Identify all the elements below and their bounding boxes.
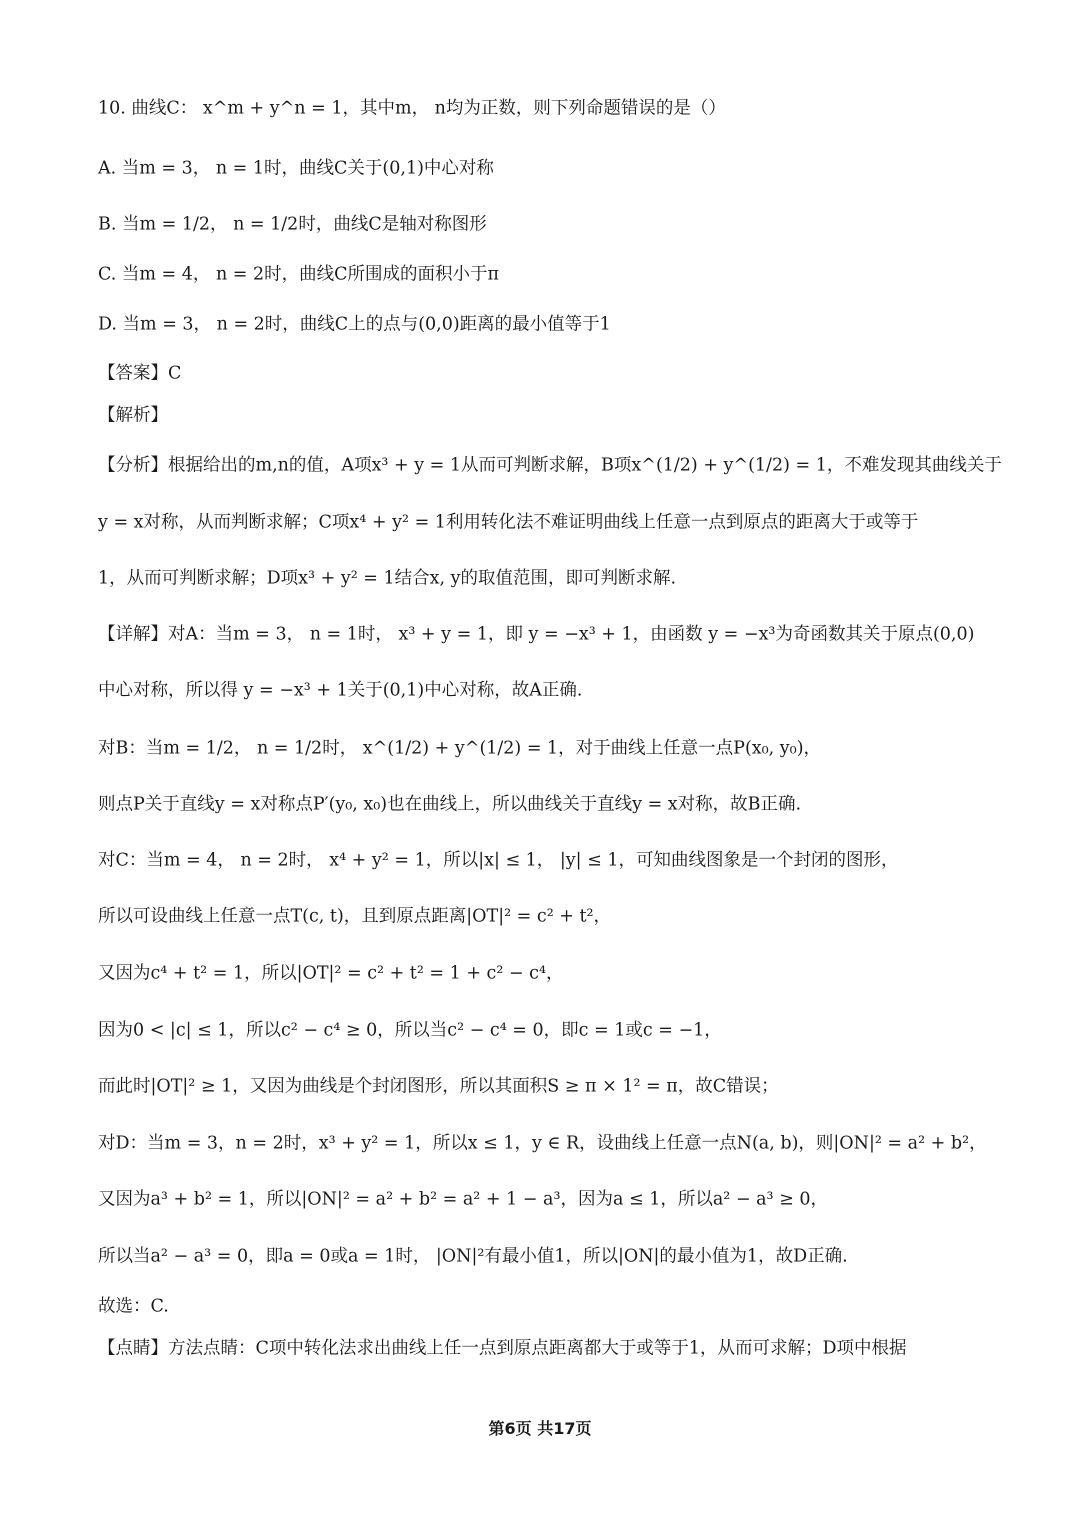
detail-line-7: 又因为c⁴ + t² = 1，所以|OT|² = c² + t² = 1 + c² − c⁴， <box>98 963 564 984</box>
detail-line-1: 【详解】对A：当m = 3， n = 1时， x³ + y = 1，即 y = −x³ + 1，由函数 y = −x³为奇函数其关于原点(0,0) <box>98 624 975 645</box>
detail-line-2: 中心对称，所以得 y = −x³ + 1关于(0,1)中心对称，故A正确. <box>98 680 583 701</box>
option-a: A. 当m = 3， n = 1时，曲线C关于(0,1)中心对称 <box>98 158 494 179</box>
option-c: C. 当m = 4， n = 2时，曲线C所围成的面积小于π <box>98 264 500 285</box>
analysis-line-3: 1，从而可判断求解；D项x³ + y² = 1结合x, y的取值范围，即可判断求解. <box>98 568 677 589</box>
detail-line-5: 对C：当m = 4， n = 2时， x⁴ + y² = 1，所以|x| ≤ 1， |y| ≤ 1，可知曲线图象是一个封闭的图形， <box>98 850 899 871</box>
detail-line-3: 对B：当m = 1/2， n = 1/2时， x^(1/2) + y^(1/2) = 1，对于曲线上任意一点P(x₀, y₀)， <box>98 738 822 759</box>
detail-line-6: 所以可设曲线上任意一点T(c, t)，且到原点距离|OT|² = c² + t²， <box>98 906 612 927</box>
detail-line-13: 故选：C. <box>98 1296 169 1317</box>
option-b: B. 当m = 1/2， n = 1/2时，曲线C是轴对称图形 <box>98 214 487 235</box>
detail-line-10: 对D：当m = 3，n = 2时，x³ + y² = 1，所以x ≤ 1，y ∈ R，设曲线上任意一点N(a, b)，则|ON|² = a² + b²， <box>98 1133 987 1154</box>
question-stem: 10. 曲线C： x^m + y^n = 1，其中m， n均为正数，则下列命题错误的是（） <box>98 98 726 119</box>
detail-line-4: 则点P关于直线y = x对称点P′(y₀, x₀)也在曲线上，所以曲线关于直线y = x对称，故B正确. <box>98 794 802 815</box>
page-footer: 第6页 共17页 <box>488 1419 592 1438</box>
analysis-line-1: 【分析】根据给出的m,n的值，A项x³ + y = 1从而可判断求解，B项x^(1/2) + y^(1/2) = 1，不难发现其曲线关于 <box>98 455 1002 476</box>
detail-line-11: 又因为a³ + b² = 1，所以|ON|² = a² + b² = a² + 1 − a³，因为a ≤ 1，所以a² − a³ ≥ 0， <box>98 1189 828 1210</box>
option-d: D. 当m = 3， n = 2时，曲线C上的点与(0,0)距离的最小值等于1 <box>98 314 611 335</box>
detail-line-14: 【点睛】方法点睛：C项中转化法求出曲线上任一点到原点距离都大于或等于1，从而可求解；D项中根据 <box>98 1338 907 1359</box>
detail-line-9: 而此时|OT|² ≥ 1，又因为曲线是个封闭图形，所以其面积S ≥ π × 1² = π，故C错误； <box>98 1076 779 1097</box>
detail-line-8: 因为0 < |c| ≤ 1，所以c² − c⁴ ≥ 0，所以当c² − c⁴ = 0，即c = 1或c = −1， <box>98 1020 722 1041</box>
answer: 【答案】C <box>98 363 182 384</box>
analysis-line-2: y = x对称，从而判断求解；C项x⁴ + y² = 1利用转化法不难证明曲线上任意一点到原点的距离大于或等于 <box>98 512 919 533</box>
analysis-heading: 【解析】 <box>98 405 168 426</box>
detail-line-12: 所以当a² − a³ = 0，即a = 0或a = 1时， |ON|²有最小值1，所以|ON|的最小值为1，故D正确. <box>98 1246 848 1267</box>
